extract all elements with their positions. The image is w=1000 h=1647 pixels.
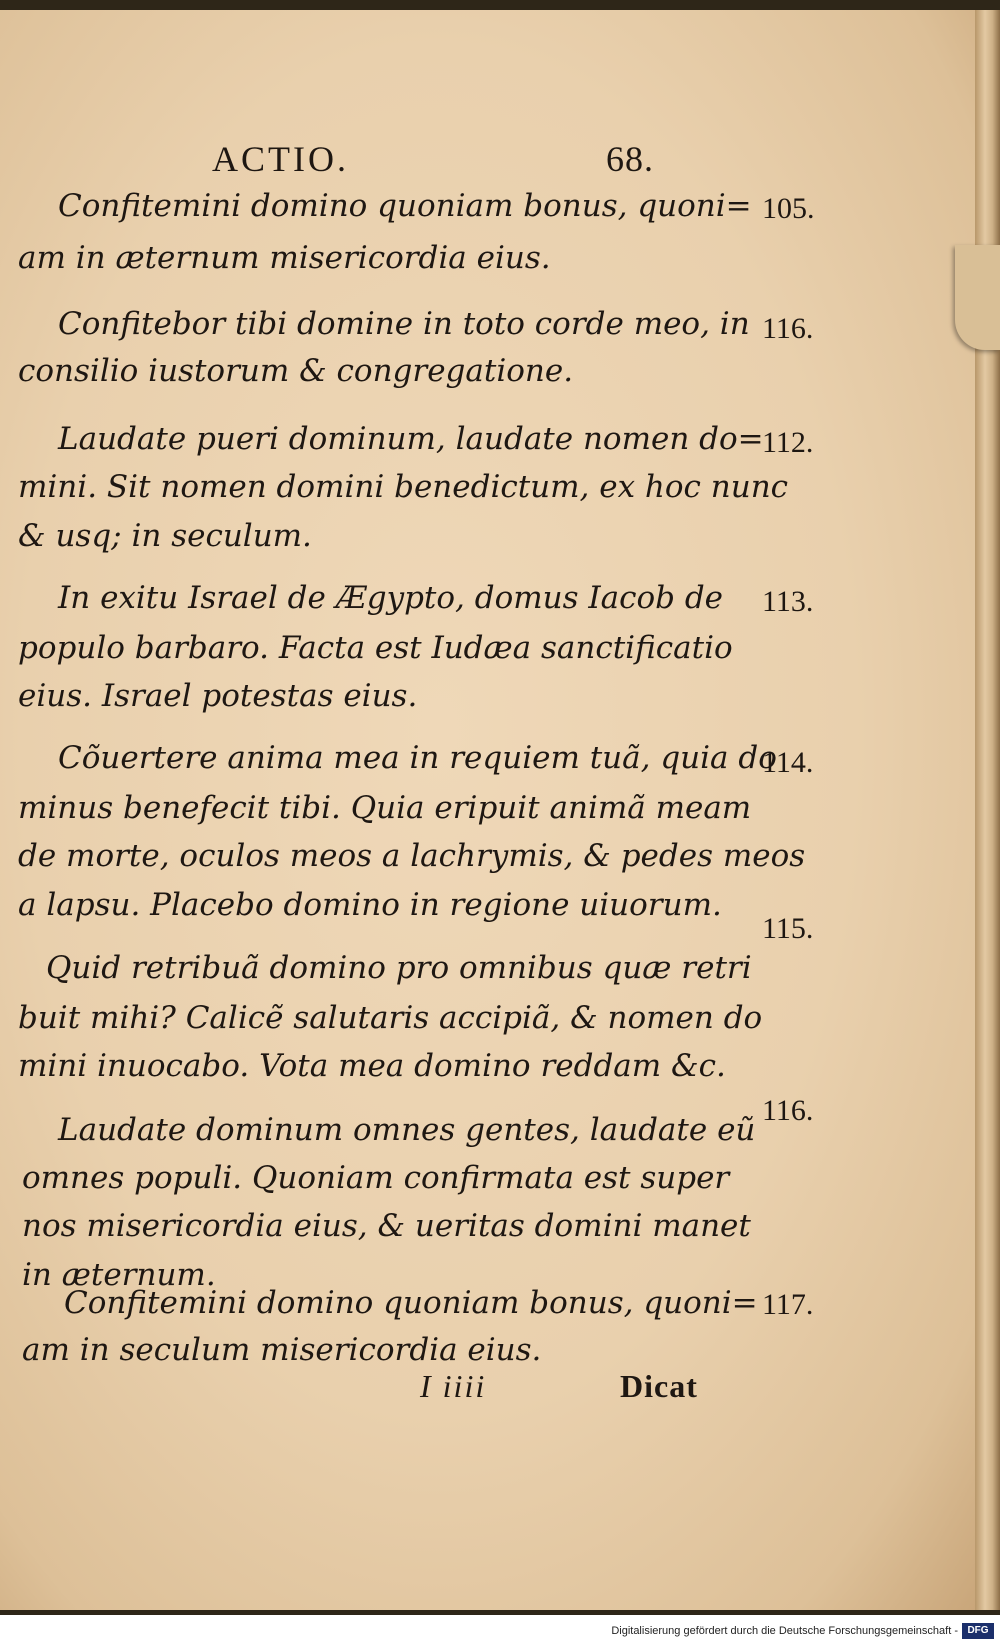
psalm-7-line-2: omnes populi. Quoniam confirmata est super	[22, 1160, 730, 1196]
psalm-8-line-2: am in seculum misericordia eius.	[22, 1332, 542, 1368]
digitization-footer	[0, 1615, 1000, 1647]
psalm-5-line-2: minus benefecit tibi. Quia eripuit animã meam	[18, 790, 752, 826]
psalm-5-line-3: de morte, oculos meos a lachrymis, & pedes meos	[18, 838, 806, 874]
psalm-8-line-1: Confitemini domino quoniam bonus, quoni=	[64, 1285, 758, 1321]
psalm-6-number: 115.	[762, 912, 814, 945]
psalm-5-line-4: a lapsu. Placebo domino in regione uiuorum.	[18, 887, 722, 923]
catchword: Dicat	[620, 1368, 698, 1404]
psalm-3-line-3: & usq; in seculum.	[18, 518, 312, 554]
psalm-3-number: 112.	[762, 426, 814, 459]
psalm-3-line-2: mini. Sit nomen domini benedictum, ex hoc nunc	[18, 469, 789, 505]
psalm-7-line-1: Laudate dominum omnes gentes, laudate eũ	[58, 1112, 756, 1148]
psalm-1-line-2: am in æternum misericordia eius.	[18, 240, 551, 276]
psalm-4-line-2: populo barbaro. Facta est Iudæa sanctificatio	[18, 630, 733, 666]
psalm-4-number: 113.	[762, 585, 814, 618]
psalm-4-line-1: In exitu Israel de Ægypto, domus Iacob de	[58, 580, 724, 616]
signature-mark: I iiii	[420, 1368, 487, 1404]
folio-number: 68.	[606, 139, 654, 179]
psalm-6-line-2: buit mihi? Calicẽ salutaris accipiã, & nomen do	[18, 1000, 763, 1036]
psalm-8-number: 117.	[762, 1288, 814, 1321]
psalm-3-line-1: Laudate pueri dominum, laudate nomen do=	[58, 421, 764, 457]
psalm-7-line-4: in æternum.	[22, 1257, 216, 1293]
running-title: ACTIO.	[212, 139, 349, 179]
psalm-4-line-3: eius. Israel potestas eius.	[18, 678, 418, 714]
psalm-6-line-3: mini inuocabo. Vota mea domino reddam &c.	[18, 1048, 726, 1084]
psalm-1-line-1: Confitemini domino quoniam bonus, quoni=	[58, 188, 752, 224]
psalm-5-line-1: Cõuertere anima mea in requiem tuã, quia do	[58, 740, 777, 776]
psalm-6-line-1: Quid retribuã domino pro omnibus quæ retri	[46, 950, 752, 986]
psalm-5-number: 114.	[762, 746, 814, 779]
psalm-2-line-2: consilio iustorum & congregatione.	[18, 353, 574, 389]
funding-credit: Digitalisierung gefördert durch die Deutsche Forschungsgemeinschaft -	[611, 1625, 958, 1637]
psalm-7-number: 116.	[762, 1094, 814, 1127]
psalm-2-line-1: Confitebor tibi domine in toto corde meo, in	[58, 306, 750, 342]
psalm-2-number: 116.	[762, 312, 814, 345]
psalm-1-number: 105.	[762, 192, 815, 225]
psalm-7-line-3: nos misericordia eius, & ueritas domini manet	[22, 1208, 751, 1244]
page-tab-marker	[955, 245, 1000, 350]
dfg-logo: DFG	[962, 1623, 994, 1639]
